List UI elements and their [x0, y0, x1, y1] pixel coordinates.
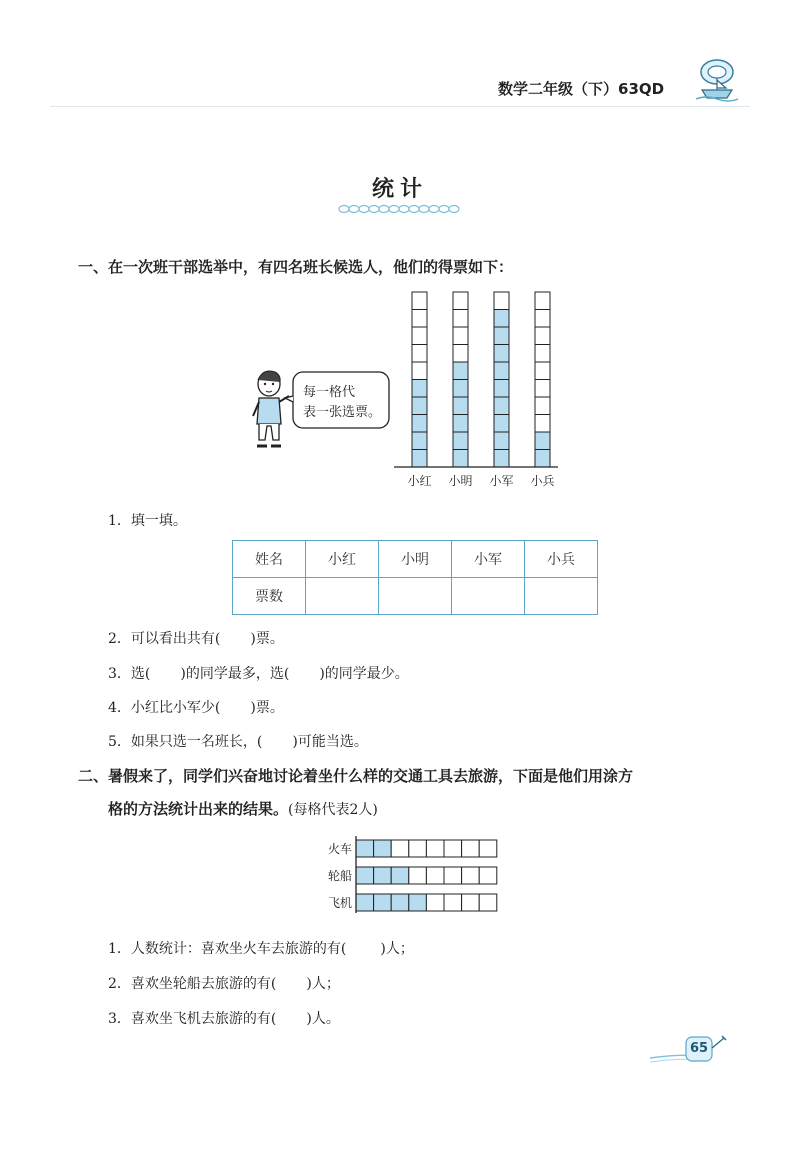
votes-grid-chart	[392, 288, 560, 494]
transport-cell-empty	[426, 894, 444, 911]
vote-cell-filled	[453, 450, 468, 468]
vote-cell-filled	[453, 380, 468, 398]
transport-cell-filled	[356, 867, 374, 884]
section2-heading-text: 格的方法统计出来的结果。	[108, 800, 289, 818]
transport-cell-empty	[426, 840, 444, 857]
table-row-label: 票数	[233, 578, 306, 615]
page-number: 65	[689, 1041, 709, 1056]
transport-cell-empty	[444, 867, 462, 884]
question-text: 3．选(	[108, 666, 151, 682]
category-label: 小明	[448, 474, 473, 488]
vote-cell-filled	[494, 415, 509, 433]
question-text: 5．如果只选一名班长，(	[108, 734, 263, 750]
transport-cell-empty	[462, 867, 480, 884]
answer-cell-xiaohong[interactable]	[306, 578, 379, 615]
question-text: )人。	[306, 1011, 340, 1027]
section2-heading-line1: 二、暑假来了，同学们兴奋地讨论着坐什么样的交通工具去旅游，下面是他们用涂方	[78, 767, 634, 785]
transport-cell-empty	[479, 840, 497, 857]
transport-cell-filled	[356, 894, 374, 911]
vote-cell-filled	[412, 415, 427, 433]
table-header-cell: 小明	[379, 541, 452, 578]
table-header-cell: 姓名	[233, 541, 306, 578]
vote-cell-filled	[494, 432, 509, 450]
vote-cell-empty	[412, 292, 427, 310]
transport-cell-filled	[409, 894, 427, 911]
question-1-4	[108, 697, 284, 717]
table-header-cell: 小军	[452, 541, 525, 578]
vote-cell-empty	[412, 310, 427, 328]
speech-line-2: 表一张选票。	[303, 405, 382, 420]
transport-cell-empty	[462, 840, 480, 857]
vote-cell-empty	[494, 292, 509, 310]
category-label: 火车	[327, 842, 352, 856]
transport-cell-empty	[426, 867, 444, 884]
transport-cell-empty	[479, 894, 497, 911]
question-2-1	[108, 938, 414, 958]
question-1-2	[108, 628, 284, 648]
vote-cell-empty	[412, 327, 427, 345]
transport-cell-empty	[444, 840, 462, 857]
question-1-1: 1．填一填。	[108, 513, 187, 529]
header-title: 数学二年级（下）63QD	[498, 80, 665, 98]
question-text: 1．人数统计：喜欢坐火车去旅游的有(	[108, 941, 347, 957]
vote-cell-empty	[535, 345, 550, 363]
table-row	[233, 578, 598, 615]
vote-cell-empty	[453, 345, 468, 363]
transport-cell-filled	[391, 894, 409, 911]
vote-cell-filled	[412, 397, 427, 415]
vote-table	[232, 540, 598, 615]
telescope-ship-icon	[692, 52, 742, 104]
category-label: 飞机	[327, 896, 352, 910]
table-header-cell: 小红	[306, 541, 379, 578]
section1-heading: 一、在一次班干部选举中，有四名班长候选人，他们的得票如下：	[78, 258, 514, 276]
transport-cell-filled	[391, 867, 409, 884]
vote-cell-empty	[412, 362, 427, 380]
transport-cell-empty	[479, 867, 497, 884]
vote-cell-empty	[535, 397, 550, 415]
vote-cell-filled	[494, 362, 509, 380]
vote-cell-filled	[494, 380, 509, 398]
question-1-3	[108, 663, 409, 683]
table-header-cell: 小兵	[525, 541, 598, 578]
transport-cell-filled	[374, 894, 392, 911]
vote-cell-filled	[535, 450, 550, 468]
answer-cell-xiaojun[interactable]	[452, 578, 525, 615]
transport-cell-filled	[374, 840, 392, 857]
vote-cell-filled	[453, 397, 468, 415]
header-divider	[50, 106, 750, 107]
question-text: 4．小红比小军少(	[108, 700, 221, 716]
title-underline-decoration	[338, 204, 462, 214]
category-label: 小红	[407, 474, 432, 488]
question-text: )票。	[250, 700, 284, 716]
category-label: 小兵	[530, 474, 555, 488]
boy-with-speech-bubble	[245, 366, 395, 456]
question-text: )的同学最少。	[319, 666, 409, 682]
vote-cell-filled	[453, 432, 468, 450]
question-text: )人；	[306, 976, 340, 992]
transport-cell-empty	[391, 840, 409, 857]
vote-cell-empty	[453, 327, 468, 345]
vote-cell-empty	[535, 310, 550, 328]
vote-cell-empty	[453, 292, 468, 310]
question-text: )票。	[250, 631, 284, 647]
vote-cell-empty	[453, 310, 468, 328]
question-text: 2．可以看出共有(	[108, 631, 221, 647]
vote-cell-filled	[535, 432, 550, 450]
transport-cell-empty	[409, 867, 427, 884]
vote-cell-filled	[412, 450, 427, 468]
question-text: )可能当选。	[292, 734, 368, 750]
question-1-5	[108, 731, 368, 751]
page-title: 统计	[371, 176, 428, 202]
section2-heading-line2	[108, 798, 378, 819]
question-text: )人；	[380, 941, 414, 957]
table-header-row	[233, 541, 598, 578]
vote-cell-filled	[494, 397, 509, 415]
vote-cell-filled	[453, 362, 468, 380]
vote-cell-empty	[535, 362, 550, 380]
vote-cell-filled	[412, 380, 427, 398]
vote-cell-empty	[535, 292, 550, 310]
transport-cell-empty	[409, 840, 427, 857]
answer-cell-xiaoming[interactable]	[379, 578, 452, 615]
vote-cell-filled	[494, 310, 509, 328]
question-text: 3．喜欢坐飞机去旅游的有(	[108, 1011, 277, 1027]
answer-cell-xiaobing[interactable]	[525, 578, 598, 615]
vote-cell-filled	[412, 432, 427, 450]
vote-cell-empty	[535, 327, 550, 345]
vote-cell-filled	[494, 345, 509, 363]
transport-cell-filled	[356, 840, 374, 857]
vote-cell-filled	[494, 450, 509, 468]
transport-cell-empty	[462, 894, 480, 911]
vote-cell-filled	[453, 415, 468, 433]
section2-note: (每格代表2人)	[288, 802, 378, 818]
question-text: 2．喜欢坐轮船去旅游的有(	[108, 976, 277, 992]
question-text: )的同学最多，选(	[180, 666, 290, 682]
category-label: 小军	[489, 474, 514, 488]
vote-cell-filled	[494, 327, 509, 345]
transport-cell-empty	[444, 894, 462, 911]
question-2-2	[108, 973, 340, 993]
transport-cell-filled	[374, 867, 392, 884]
question-2-3	[108, 1008, 340, 1028]
category-label: 轮船	[327, 869, 352, 883]
vote-cell-empty	[535, 380, 550, 398]
vote-cell-empty	[535, 415, 550, 433]
speech-line-1: 每一格代	[303, 385, 356, 400]
vote-cell-empty	[412, 345, 427, 363]
transport-grid-chart	[318, 836, 508, 920]
